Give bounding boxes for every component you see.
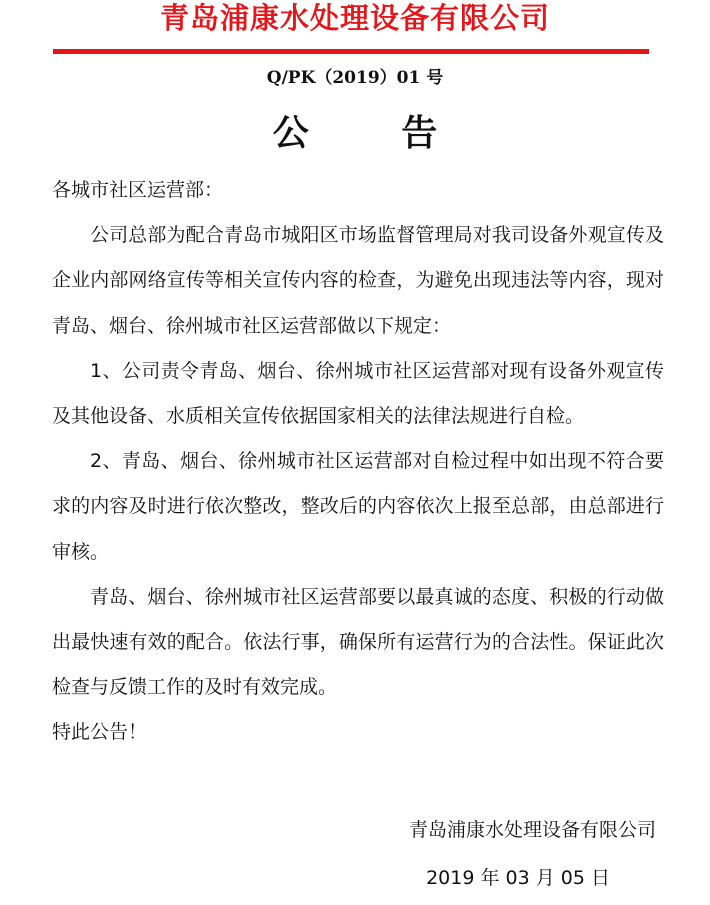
paragraph-rule-1: 1、公司责令青岛、烟台、徐州城市社区运营部对现有设备外观宣传及其他设备、水质相关宣传依据国家相关的法律法规进行自检。 <box>52 359 664 428</box>
paragraph-intro: 公司总部为配合青岛市城阳区市场监督管理局对我司设备外观宣传及企业内部网络宣传等相关宣传内容的检查，为避免出现违法等内容，现对青岛、烟台、徐州城市社区运营部做以下规定： <box>52 224 664 337</box>
document-body <box>52 168 664 756</box>
signature-company: 青岛浦康水处理设备有限公司 <box>408 819 656 841</box>
paragraph-conclusion: 青岛、烟台、徐州城市社区运营部要以最真诚的态度、积极的行动做出最快速有效的配合。依法行事，确保所有运营行为的合法性。保证此次检查与反馈工作的及时有效完成。 <box>52 585 664 699</box>
document-number: Q/PK（2019）01 号 <box>266 68 444 88</box>
signature-date: 2019 年 03 月 05 日 <box>426 867 610 889</box>
paragraph-rule-2: 2、青岛、烟台、徐州城市社区运营部对自检过程中如出现不符合要求的内容及时进行依次整改，整改后的内容依次上报至总部，由总部进行审核。 <box>52 450 664 563</box>
document-title: 公 告 <box>272 113 478 154</box>
salutation: 各城市社区运营部： <box>52 179 224 201</box>
header-divider <box>53 49 649 54</box>
closing-line: 特此公告！ <box>52 721 148 744</box>
company-header: 青岛浦康水处理设备有限公司 <box>159 1 550 35</box>
